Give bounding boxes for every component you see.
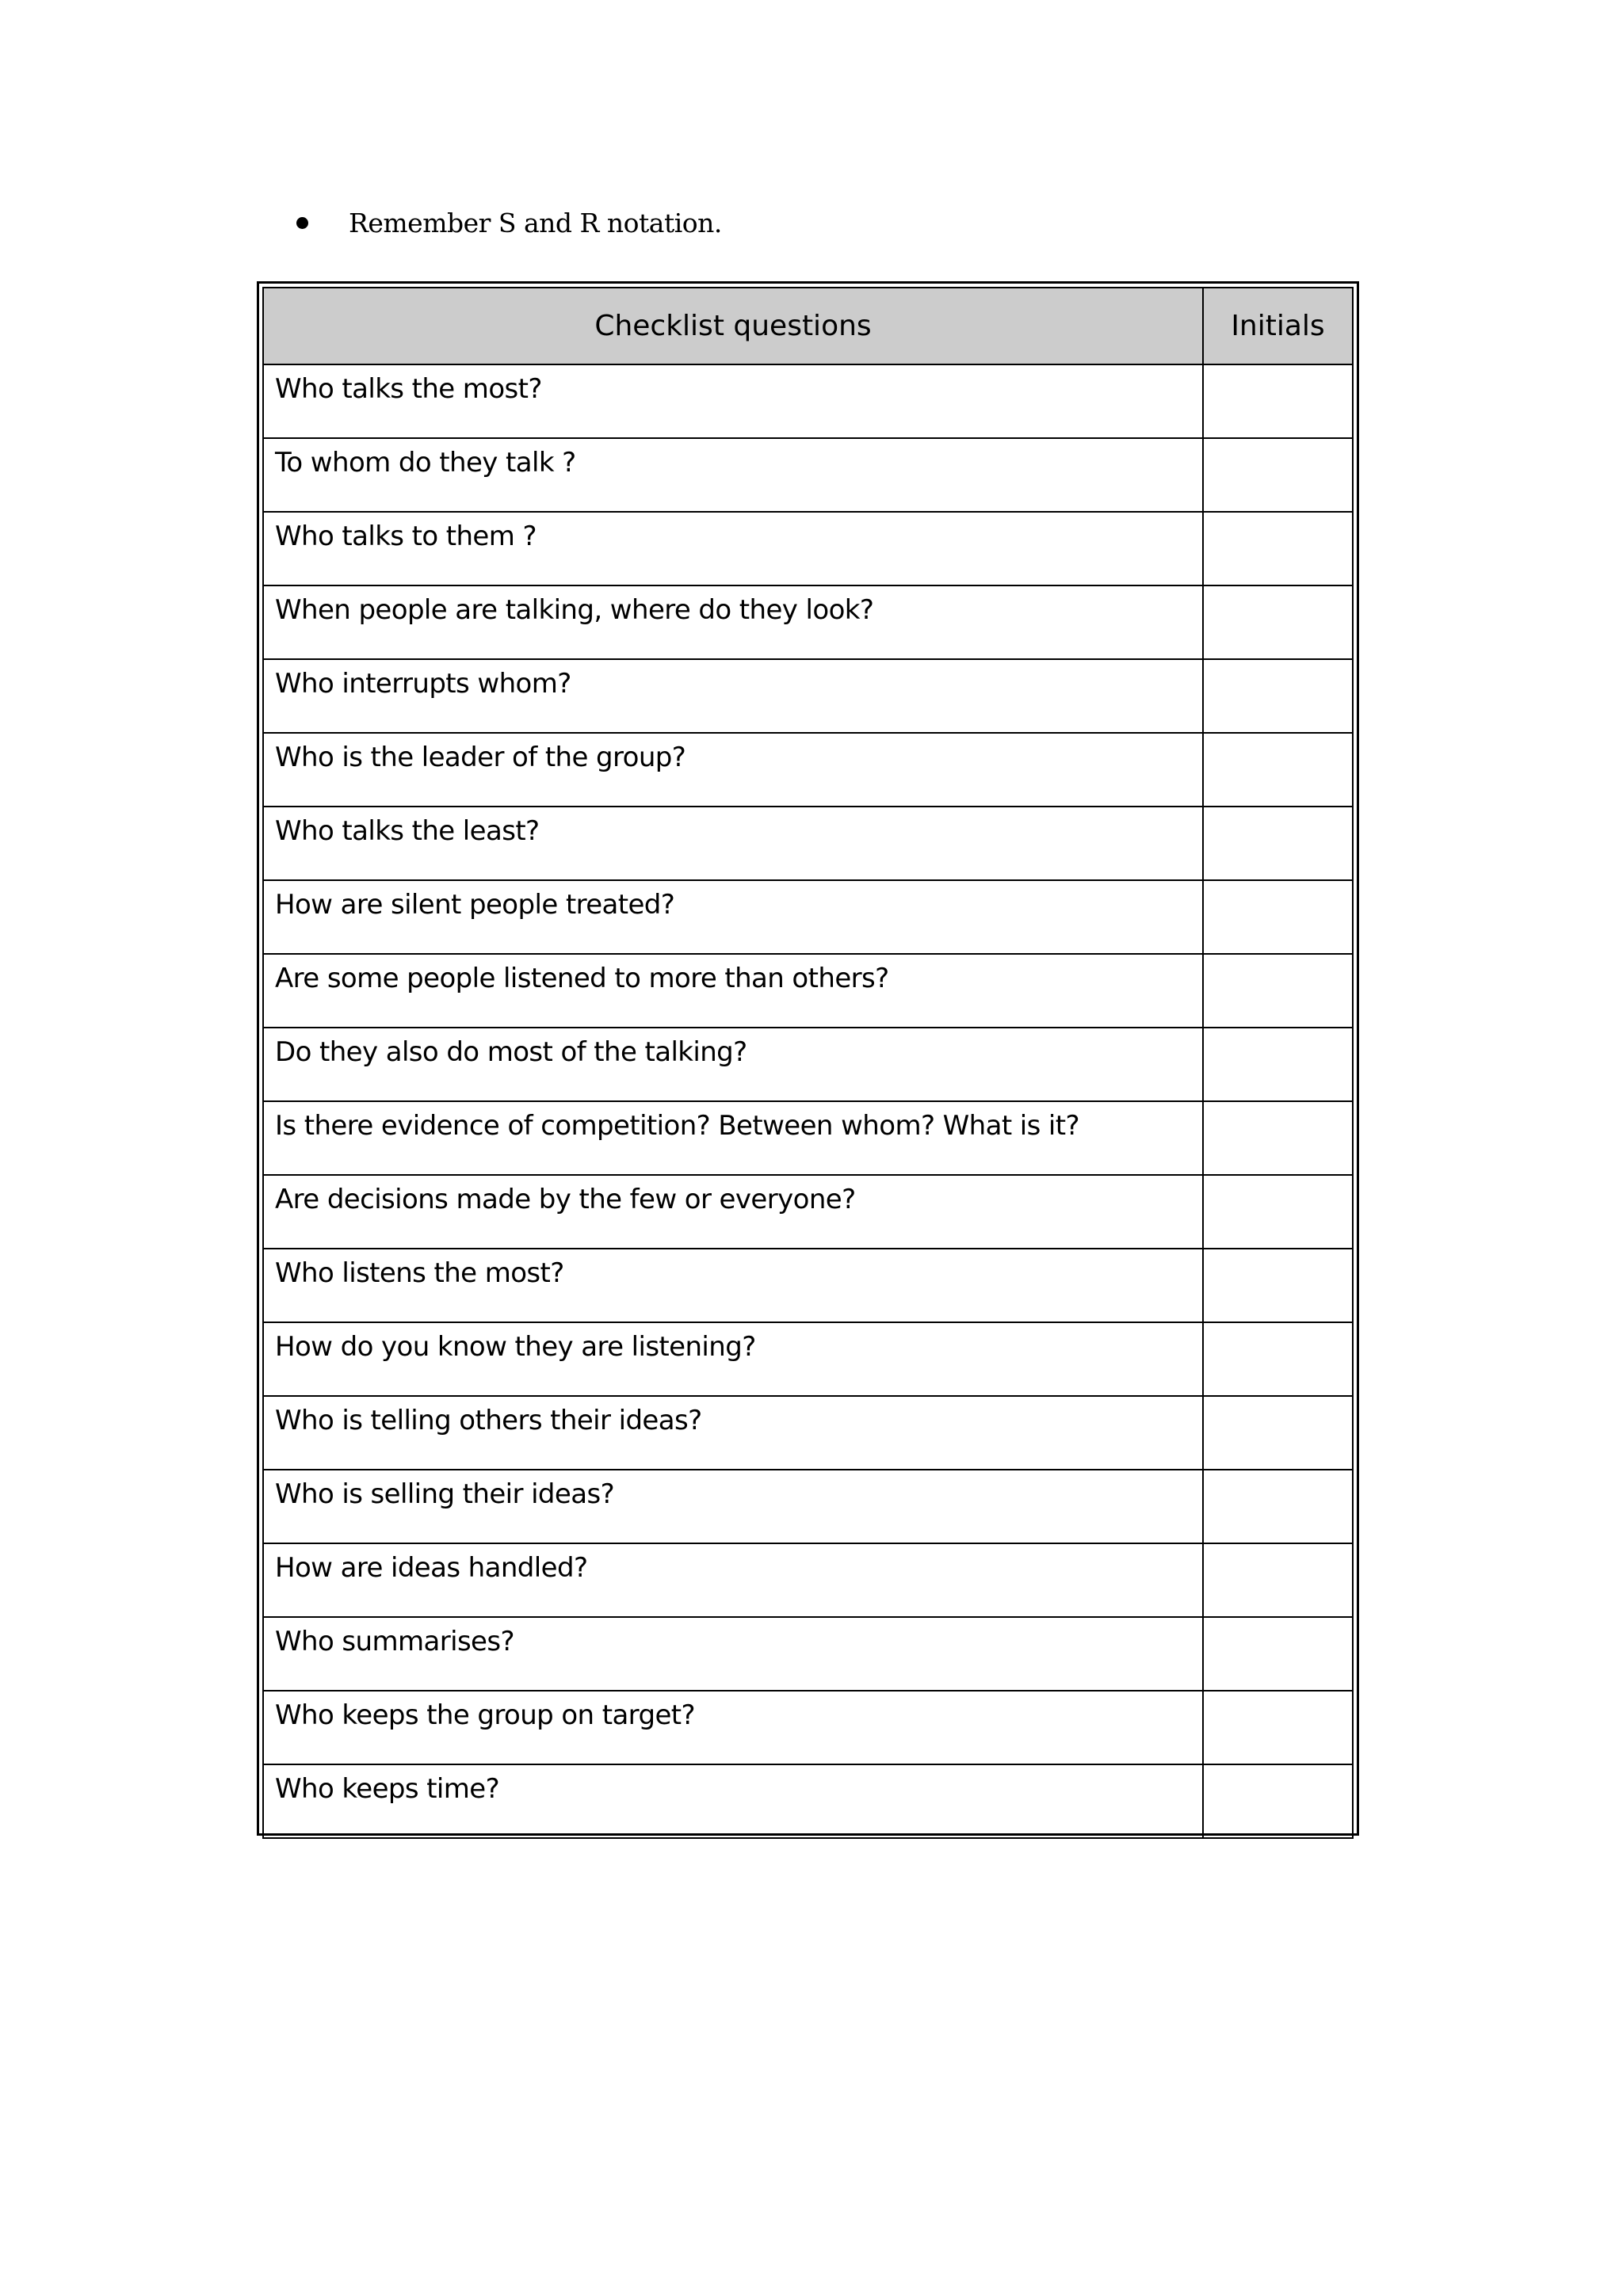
- bullet-item: [296, 203, 722, 242]
- initials-cell[interactable]: [1203, 880, 1353, 954]
- table-row: [263, 585, 1353, 659]
- question-cell: Who is telling others their ideas?: [263, 1396, 1203, 1470]
- question-cell: Who is selling their ideas?: [263, 1470, 1203, 1543]
- bullet-icon: [296, 217, 308, 229]
- question-cell: Are decisions made by the few or everyone?: [263, 1175, 1203, 1249]
- checklist-table-frame: [257, 281, 1359, 1836]
- initials-cell[interactable]: [1203, 659, 1353, 733]
- question-cell: Who listens the most?: [263, 1249, 1203, 1322]
- table-row: [263, 1396, 1353, 1470]
- question-cell: Who summarises?: [263, 1617, 1203, 1691]
- initials-cell[interactable]: [1203, 1175, 1353, 1249]
- initials-cell[interactable]: [1203, 733, 1353, 807]
- question-cell: Who keeps the group on target?: [263, 1691, 1203, 1764]
- table-row: [263, 807, 1353, 880]
- initials-cell[interactable]: [1203, 1543, 1353, 1617]
- initials-cell[interactable]: [1203, 954, 1353, 1028]
- question-cell: To whom do they talk ?: [263, 438, 1203, 512]
- table-row: [263, 1322, 1353, 1396]
- table-row: [263, 954, 1353, 1028]
- initials-cell[interactable]: [1203, 1396, 1353, 1470]
- table-row: [263, 438, 1353, 512]
- question-cell: When people are talking, where do they look?: [263, 585, 1203, 659]
- table-row: [263, 1764, 1353, 1838]
- checklist-body: [263, 364, 1353, 1838]
- table-row: [263, 659, 1353, 733]
- initials-cell[interactable]: [1203, 1617, 1353, 1691]
- column-header-initials: Initials: [1203, 288, 1353, 364]
- initials-cell[interactable]: [1203, 1691, 1353, 1764]
- initials-cell[interactable]: [1203, 585, 1353, 659]
- table-row: [263, 1470, 1353, 1543]
- bullet-text: Remember S and R notation.: [349, 207, 722, 238]
- initials-cell[interactable]: [1203, 1322, 1353, 1396]
- question-cell: Is there evidence of competition? Between whom? What is it?: [263, 1101, 1203, 1175]
- initials-cell[interactable]: [1203, 512, 1353, 585]
- question-cell: Who talks to them ?: [263, 512, 1203, 585]
- checklist-table: [262, 287, 1354, 1839]
- table-row: [263, 1617, 1353, 1691]
- question-cell: How do you know they are listening?: [263, 1322, 1203, 1396]
- table-row: [263, 880, 1353, 954]
- table-row: [263, 1028, 1353, 1101]
- table-row: [263, 1691, 1353, 1764]
- table-row: [263, 733, 1353, 807]
- initials-cell[interactable]: [1203, 1764, 1353, 1838]
- question-cell: Who talks the least?: [263, 807, 1203, 880]
- question-cell: Who interrupts whom?: [263, 659, 1203, 733]
- question-cell: Who keeps time?: [263, 1764, 1203, 1838]
- initials-cell[interactable]: [1203, 1249, 1353, 1322]
- question-cell: Who is the leader of the group?: [263, 733, 1203, 807]
- table-row: [263, 1175, 1353, 1249]
- table-row: [263, 512, 1353, 585]
- initials-cell[interactable]: [1203, 807, 1353, 880]
- question-cell: How are silent people treated?: [263, 880, 1203, 954]
- question-cell: Who talks the most?: [263, 364, 1203, 438]
- table-row: [263, 1543, 1353, 1617]
- column-header-checklist-questions: Checklist questions: [263, 288, 1203, 364]
- question-cell: How are ideas handled?: [263, 1543, 1203, 1617]
- question-cell: Do they also do most of the talking?: [263, 1028, 1203, 1101]
- table-row: [263, 1101, 1353, 1175]
- initials-cell[interactable]: [1203, 1028, 1353, 1101]
- table-row: [263, 364, 1353, 438]
- initials-cell[interactable]: [1203, 1470, 1353, 1543]
- question-cell: Are some people listened to more than others?: [263, 954, 1203, 1028]
- initials-cell[interactable]: [1203, 438, 1353, 512]
- table-row: [263, 1249, 1353, 1322]
- table-header-row: [263, 288, 1353, 364]
- initials-cell[interactable]: [1203, 1101, 1353, 1175]
- initials-cell[interactable]: [1203, 364, 1353, 438]
